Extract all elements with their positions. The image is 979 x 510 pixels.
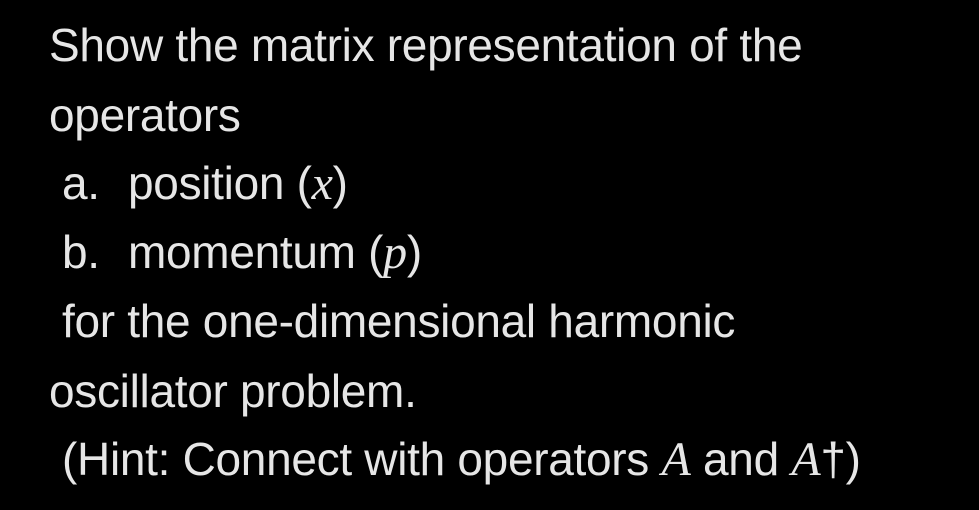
momentum-close-paren: ) bbox=[406, 226, 422, 278]
hint-prefix: (Hint: Connect with operators bbox=[62, 433, 662, 485]
question-line-2: operators bbox=[49, 89, 241, 141]
position-symbol: x bbox=[311, 157, 333, 210]
hint-line bbox=[62, 433, 861, 486]
hint-close-paren: ) bbox=[845, 433, 861, 485]
operator-a-symbol: A bbox=[661, 433, 691, 486]
list-marker-a: a. bbox=[62, 157, 100, 209]
dagger-symbol: † bbox=[820, 433, 846, 485]
momentum-symbol: p bbox=[383, 226, 407, 279]
list-marker-b: b. bbox=[62, 226, 100, 278]
question-line-5: for the one-dimensional harmonic bbox=[62, 295, 736, 347]
question-line-6: oscillator problem. bbox=[49, 365, 417, 417]
question-line-1: Show the matrix representation of the bbox=[49, 19, 803, 71]
position-label: position ( bbox=[128, 157, 312, 209]
hint-and: and bbox=[690, 433, 792, 485]
list-item-momentum bbox=[62, 226, 422, 279]
list-item-position bbox=[62, 157, 348, 210]
operator-a-dagger-symbol: A bbox=[791, 433, 821, 486]
position-close-paren: ) bbox=[332, 157, 348, 209]
momentum-label: momentum ( bbox=[128, 226, 384, 278]
